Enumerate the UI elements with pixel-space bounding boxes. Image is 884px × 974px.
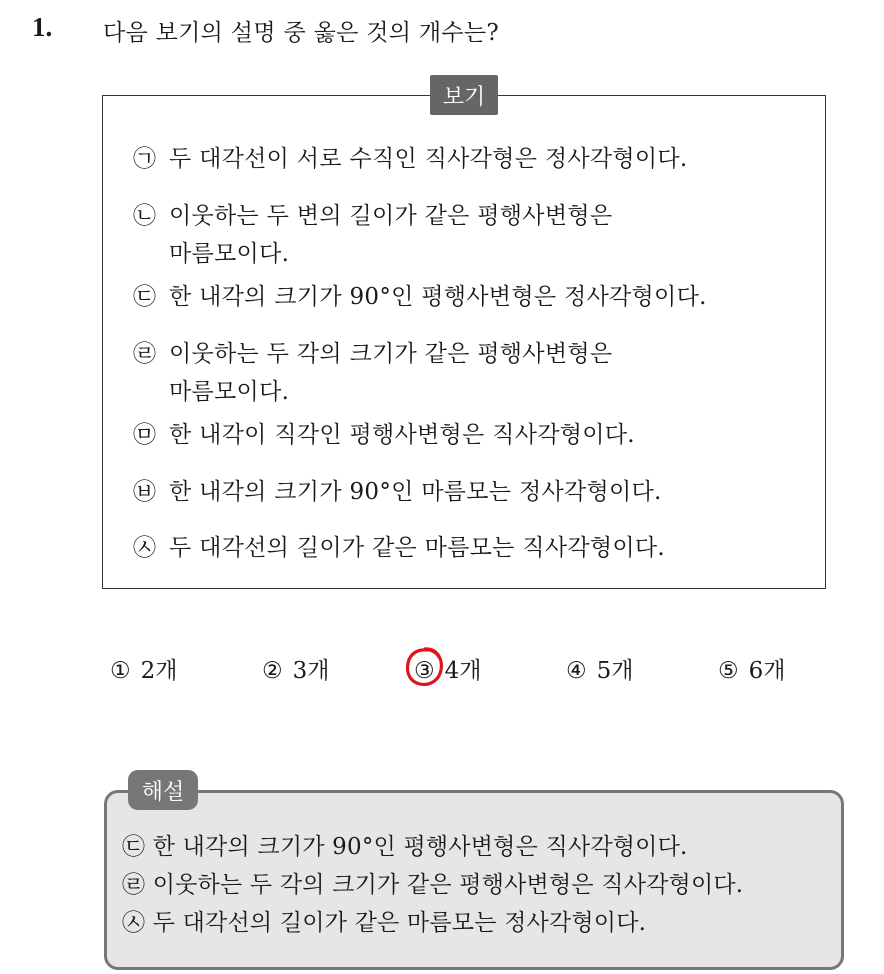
bogi-marker: ㉤ [133, 422, 157, 448]
bogi-item-text: 이웃하는 두 각의 크기가 같은 평행사변형은 [169, 341, 613, 367]
bogi-marker: ㉦ [133, 535, 157, 561]
bogi-item [133, 416, 635, 454]
explanation-line: ㉦ 두 대각선의 길이가 같은 마름모는 정사각형이다. [122, 910, 647, 936]
bogi-label: 보기 [430, 75, 498, 115]
bogi-item-text: 두 대각선이 서로 수직인 직사각형은 정사각형이다. [169, 146, 688, 172]
bogi-item [133, 197, 612, 273]
choice-number: ④ [566, 658, 587, 684]
bogi-item [133, 473, 662, 511]
bogi-marker: ㉣ [133, 341, 157, 367]
bogi-item [133, 278, 707, 316]
bogi-item-text: 한 내각의 크기가 90°인 마름모는 정사각형이다. [169, 479, 662, 505]
bogi-item-text: 한 내각의 크기가 90°인 평행사변형은 정사각형이다. [169, 284, 707, 310]
question-number: 1. [32, 12, 53, 42]
bogi-item [133, 529, 665, 567]
bogi-item-text: 이웃하는 두 변의 길이가 같은 평행사변형은 [169, 203, 613, 229]
choice-text: 2개 [140, 658, 178, 684]
explanation-line: ㉣ 이웃하는 두 각의 크기가 같은 평행사변형은 직사각형이다. [122, 872, 744, 898]
explanation-label: 해설 [128, 770, 198, 810]
choice-1[interactable] [110, 652, 177, 685]
bogi-item-text: 한 내각이 직각인 평행사변형은 직사각형이다. [169, 422, 635, 448]
bogi-marker: ㉥ [133, 479, 157, 505]
choice-3[interactable] [414, 652, 481, 685]
choice-text: 6개 [748, 658, 786, 684]
choice-text: 5개 [596, 658, 634, 684]
choice-number: ③ [414, 658, 435, 684]
bogi-marker: ㉠ [133, 146, 157, 172]
bogi-item [133, 335, 612, 411]
bogi-item-wrap: 마름모이다. [169, 379, 290, 405]
choice-5[interactable] [718, 652, 785, 685]
choice-text: 3개 [292, 658, 330, 684]
choice-number: ⑤ [718, 658, 739, 684]
bogi-item [133, 140, 688, 178]
question-text: 다음 보기의 설명 중 옳은 것의 개수는? [103, 20, 500, 46]
explanation-line: ㉢ 한 내각의 크기가 90°인 평행사변형은 직사각형이다. [122, 834, 688, 860]
choice-4[interactable] [566, 652, 633, 685]
choice-number: ① [110, 658, 131, 684]
choice-number: ② [262, 658, 283, 684]
bogi-marker: ㉡ [133, 203, 157, 229]
choice-2[interactable] [262, 652, 329, 685]
bogi-item-wrap: 마름모이다. [169, 241, 290, 267]
bogi-item-text: 두 대각선의 길이가 같은 마름모는 직사각형이다. [169, 535, 666, 561]
choice-text: 4개 [444, 658, 482, 684]
bogi-marker: ㉢ [133, 284, 157, 310]
